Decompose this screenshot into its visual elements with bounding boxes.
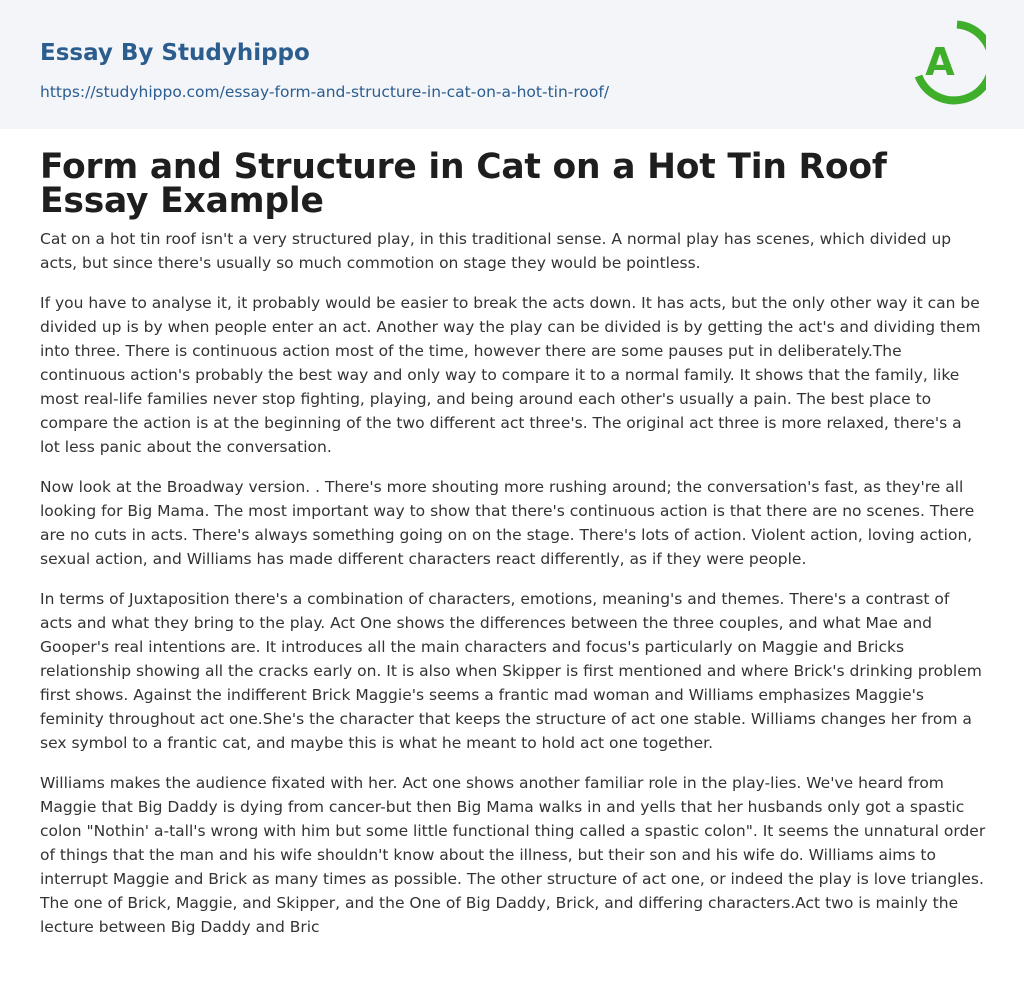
article-content xyxy=(0,147,1024,939)
logo-letter: A xyxy=(925,40,955,84)
article-paragraph-5: Williams makes the audience fixated with her. Act one shows another familiar role in the play-lies. We've heard from Maggie that Big Daddy is dying from cancer-but then Big Mama walks in and yells that her husbands only got a spastic colon "Nothin' a-tall's wrong with him but some little functional thing called a spastic colon". It seems the unnatural order of things that the man and his wife shouldn't know about the illness, but their son and his wife do. Williams aims to interrupt Maggie and Brick as many times as possible. The other structure of act one, or indeed the play is love triangles. The one of Brick, Maggie, and Skipper, and the One of Big Daddy, Brick, and differing characters.Act two is mainly the lecture between Big Daddy and Bric xyxy=(40,774,986,936)
article-paragraph-4: In terms of Juxtaposition there's a combination of characters, emotions, meaning's and themes. There's a contrast of acts and what they bring to the play. Act One shows the differences between the three couples, and what Mae and Gooper's real intentions are. It introduces all the main characters and focus's particularly on Maggie and Bricks relationship showing all the cracks early on. It is also when Skipper is first mentioned and where Brick's drinking problem first shows. Against the indifferent Brick Maggie's seems a frantic mad woman and Williams emphasizes Maggie's feminity throughout act one.She's the character that keeps the structure of act one stable. Williams changes her from a sex symbol to a frantic cat, and maybe this is what he meant to hold act one together. xyxy=(40,590,982,752)
article-paragraph-2: If you have to analyse it, it probably would be easier to break the acts down. It has acts, but the only other way it can be divided up is by when people enter an act. Another way the play can be divided is by getting the act's and dividing them into three. There is continuous action most of the time, however there are some pauses put in deliberately.The continuous action's probably the best way and only way to compare it to a normal family. It shows that the family, like most real-life families never stop fighting, playing, and being around each other's usually a pain. The best place to compare the action is at the beginning of the two different act three's. The original act three is more relaxed, there's a lot less panic about the conversation. xyxy=(40,294,981,456)
article-title: Form and Structure in Cat on a Hot Tin Roof Essay Example xyxy=(40,147,887,221)
studyhippo-logo-icon[interactable] xyxy=(912,19,986,105)
article-paragraph-3: Now look at the Broadway version. . There's more shouting more rushing around; the conversation's fast, as they're all looking for Big Mama. The most important way to show that there's continuous action is that there are no scenes. There are no cuts in acts. There's always something going on on the stage. There's lots of action. Violent action, loving action, sexual action, and Williams has made different characters react differently, as if they were people. xyxy=(40,478,975,568)
site-header xyxy=(0,0,1024,129)
site-brand[interactable]: Essay By Studyhippo xyxy=(40,40,310,66)
article-paragraph-1: Cat on a hot tin roof isn't a very structured play, in this traditional sense. A normal play has scenes, which divided up acts, but since there's usually so much commotion on stage they would be pointless. xyxy=(40,230,952,272)
page-url-link[interactable]: https://studyhippo.com/essay-form-and-structure-in-cat-on-a-hot-tin-roof/ xyxy=(40,83,610,101)
